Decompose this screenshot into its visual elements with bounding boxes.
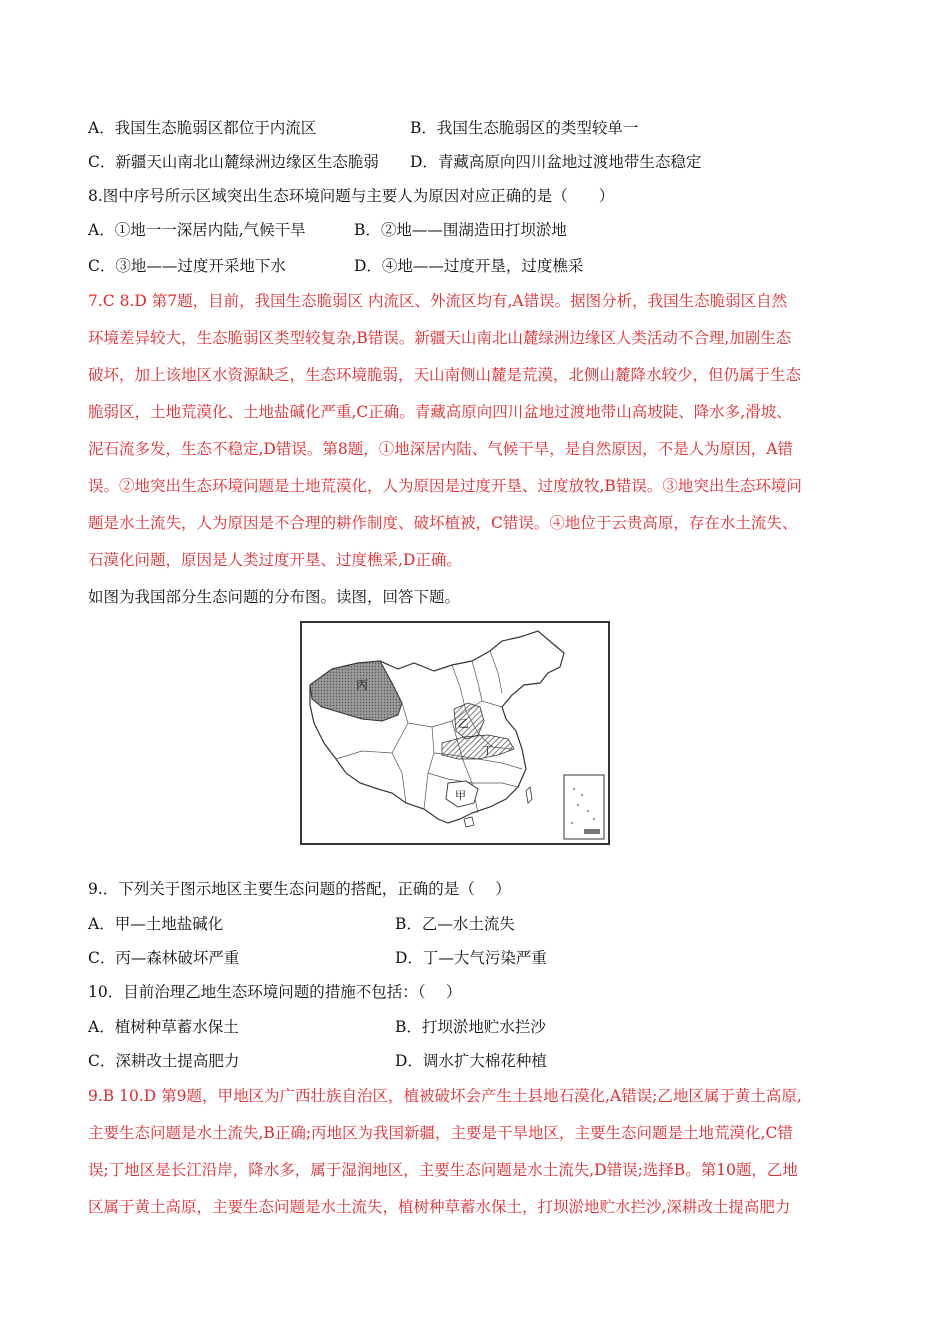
answer-78-line: 误。②地突出生态环境问题是土地荒漠化，人为原因是过度开垦、过度放牧,B错误。③地突出生态环境问 bbox=[88, 477, 802, 495]
answer-78-line: 脆弱区，土地荒漠化、土地盐碱化严重,C正确。青藏高原向四川盆地过渡地带山高坡陡、降水多,滑坡、 bbox=[88, 403, 792, 421]
answer-78-line: 环境差异较大，生态脆弱区类型较复杂,B错误。新疆天山南北山麓绿洲边缘区人类活动不合理,加剧生态 bbox=[88, 329, 792, 347]
hainan-island bbox=[464, 817, 474, 827]
map-label-jia: 甲 bbox=[455, 789, 466, 802]
answer-78-line: 石漠化问题，原因是人类过度开垦、过度樵采,D正确。 bbox=[88, 551, 462, 569]
q7-option-b: B．我国生态脆弱区的类型较单一 bbox=[410, 119, 639, 137]
q8-option-a: A．①地一一深居内陆,气候干旱 bbox=[88, 221, 306, 239]
q10-stem: 10．目前治理乙地生态环境问题的措施不包括：（ ） bbox=[88, 983, 462, 1001]
q7-option-d: D．青藏高原向四川盆地过渡地带生态稳定 bbox=[410, 153, 702, 171]
answer-78-line: 泥石流多发，生态不稳定,D错误。第8题，①地深居内陆、气候干旱，是自然原因，不是人为原因，A错 bbox=[88, 440, 793, 458]
answer-78-line: 题是水土流失，人为原因是不合理的耕作制度、破坏植被，C错误。④地位于云贵高原，存在水土流失、 bbox=[88, 514, 798, 532]
q8-option-b: B．②地——围湖造田打坝淤地 bbox=[354, 221, 567, 239]
q9-option-d: D．丁—大气污染严重 bbox=[395, 949, 547, 967]
q8-option-d: D．④地——过度开垦，过度樵采 bbox=[354, 257, 584, 275]
map-label-yi: 乙 bbox=[458, 717, 469, 730]
q9-option-c: C．丙—森林破坏严重 bbox=[88, 949, 240, 967]
answer-910-line: 主要生态问题是水土流失,B正确;丙地区为我国新疆，主要是干旱地区，主要生态问题是土地荒漠化,C错 bbox=[88, 1124, 793, 1142]
q10-option-c: C．深耕改土提高肥力 bbox=[88, 1052, 240, 1070]
map-intro: 如图为我国部分生态问题的分布图。读图，回答下题。 bbox=[88, 588, 461, 606]
q7-option-a: A．我国生态脆弱区都位于内流区 bbox=[88, 119, 317, 137]
answer-910-line: 误;丁地区是长江沿岸，降水多，属于湿润地区，主要生态问题是水土流失,D错误;选择B。第10题，乙地 bbox=[88, 1161, 798, 1179]
q7-option-c: C．新疆天山南北山麓绿洲边缘区生态脆弱 bbox=[88, 153, 379, 171]
taiwan-island bbox=[526, 787, 532, 803]
answer-910-line: 区属于黄土高原，主要生态问题是水土流失，植树种草蓄水保土，打坝淤地贮水拦沙,深耕改土提高肥力 bbox=[88, 1198, 791, 1216]
answer-78-line: 破坏，加上该地区水资源缺乏，生态环境脆弱，天山南侧山麓是荒漠，北侧山麓降水较少，但仍属于生态 bbox=[88, 366, 802, 384]
q9-option-b: B．乙—水土流失 bbox=[395, 915, 515, 933]
q8-stem: 8.图中序号所示区域突出生态环境问题与主要人为原因对应正确的是（ ） bbox=[88, 187, 615, 205]
china-ecology-map bbox=[300, 621, 610, 845]
answer-78-line: 7.C 8.D 第7题，目前，我国生态脆弱区 内流区、外流区均有,A错误。据图分析，我国生态脆弱区自然 bbox=[88, 292, 788, 310]
q10-option-d: D．调水扩大棉花种植 bbox=[395, 1052, 547, 1070]
answer-910-line: 9.B 10.D 第9题，甲地区为广西壮族自治区，植被破坏会产生土县地石漠化,A错误;乙地区属于黄土高原, bbox=[88, 1087, 802, 1105]
inset-scale-bar bbox=[584, 829, 600, 834]
map-label-ding: 丁 bbox=[482, 744, 493, 757]
q9-stem: 9.．下列关于图示地区主要生态问题的搭配，正确的是（ ） bbox=[88, 880, 511, 898]
q8-option-c: C．③地——过度开采地下水 bbox=[88, 257, 286, 275]
china-outline bbox=[310, 631, 564, 823]
q10-option-b: B．打坝淤地贮水拦沙 bbox=[395, 1018, 546, 1036]
q9-option-a: A．甲—土地盐碱化 bbox=[88, 915, 224, 933]
q10-option-a: A．植树种草蓄水保土 bbox=[88, 1018, 239, 1036]
map-label-bing: 丙 bbox=[356, 678, 369, 692]
